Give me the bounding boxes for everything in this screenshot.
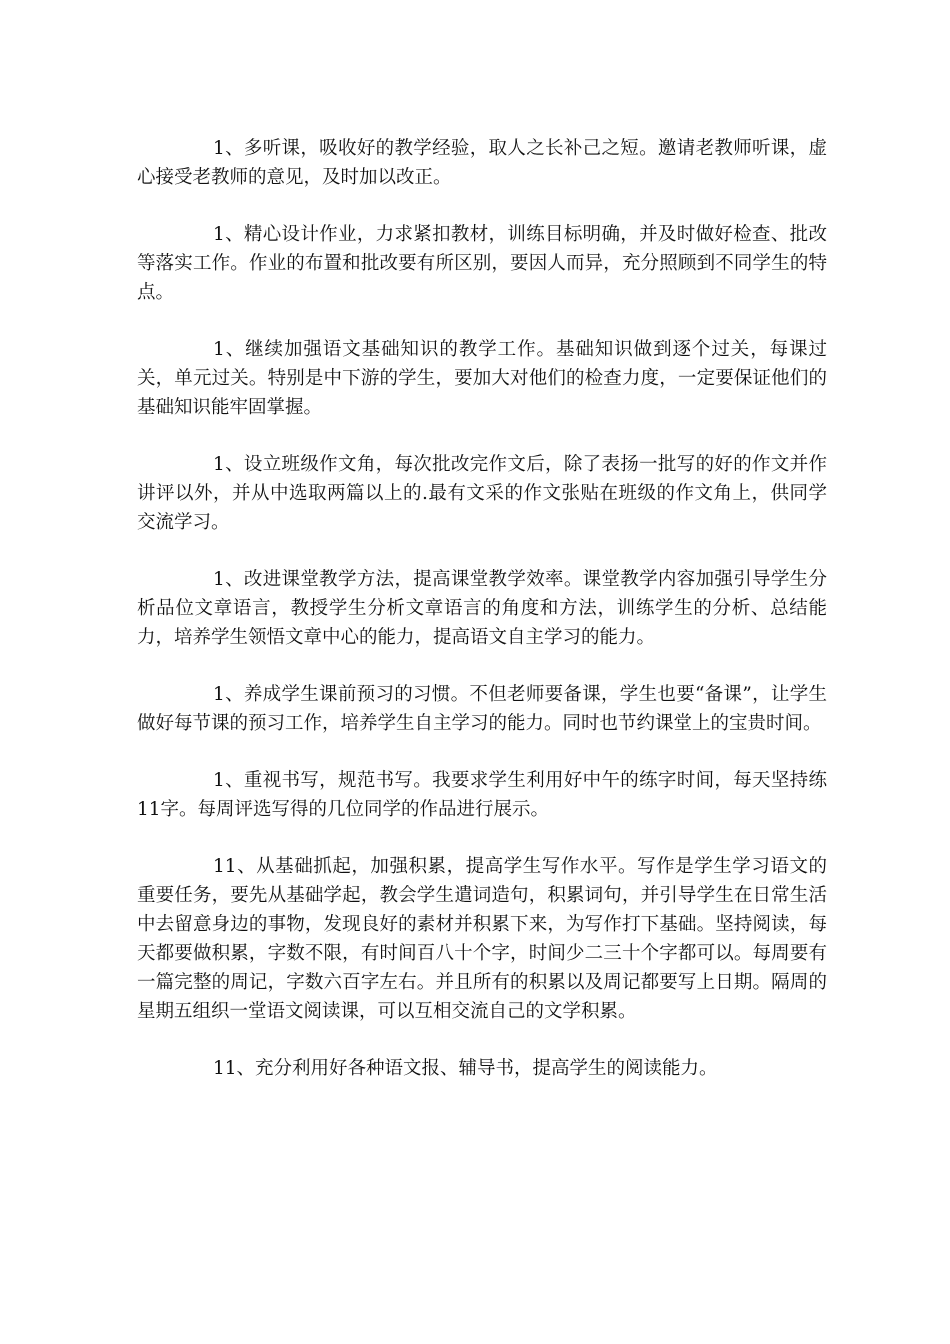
paragraph-7: 1、重视书写，规范书写。我要求学生利用好中午的练字时间，每天坚持练11字。每周评选写得的几位同学的作品进行展示。 (137, 770, 827, 820)
paragraph-8: 11、从基础抓起，加强积累，提高学生写作水平。写作是学生学习语文的重要任务，要先从基础学起，教会学生遣词造句，积累词句，并引导学生在日常生活中去留意身边的事物，发现良好的素材并积累下来，为写作打下基础。坚持阅读，每天都要做积累，字数不限，有时间百八十个字，时间少二三十个字都可以。每周要有一篇完整的周记，字数六百字左右。并且所有的积累以及周记都要写上日期。隔周的星期五组织一堂语文阅读课，可以互相交流自己的文学积累。 (137, 856, 827, 1022)
document-body (137, 134, 827, 1083)
paragraph-1: 1、多听课，吸收好的教学经验，取人之长补己之短。邀请老教师听课，虚心接受老教师的意见，及时加以改正。 (137, 138, 827, 188)
paragraph-6: 1、养成学生课前预习的习惯。不但老师要备课，学生也要“备课”，让学生做好每节课的预习工作，培养学生自主学习的能力。同时也节约课堂上的宝贵时间。 (137, 684, 827, 734)
paragraph-5: 1、改进课堂教学方法，提高课堂教学效率。课堂教学内容加强引导学生分析品位文章语言，教授学生分析文章语言的角度和方法，训练学生的分析、总结能力，培养学生领悟文章中心的能力，提高语文自主学习的能力。 (137, 569, 827, 648)
paragraph-3: 1、继续加强语文基础知识的教学工作。基础知识做到逐个过关，每课过关，单元过关。特别是中下游的学生，要加大对他们的检查力度，一定要保证他们的基础知识能牢固掌握。 (137, 339, 827, 418)
paragraph-2: 1、精心设计作业，力求紧扣教材，训练目标明确，并及时做好检查、批改等落实工作。作业的布置和批改要有所区别，要因人而异，充分照顾到不同学生的特点。 (137, 224, 827, 303)
paragraph-4: 1、设立班级作文角，每次批改完作文后，除了表扬一批写的好的作文并作讲评以外，并从中选取两篇以上的.最有文采的作文张贴在班级的作文角上，供同学交流学习。 (137, 454, 827, 533)
paragraph-9: 11、充分利用好各种语文报、辅导书，提高学生的阅读能力。 (213, 1058, 718, 1079)
